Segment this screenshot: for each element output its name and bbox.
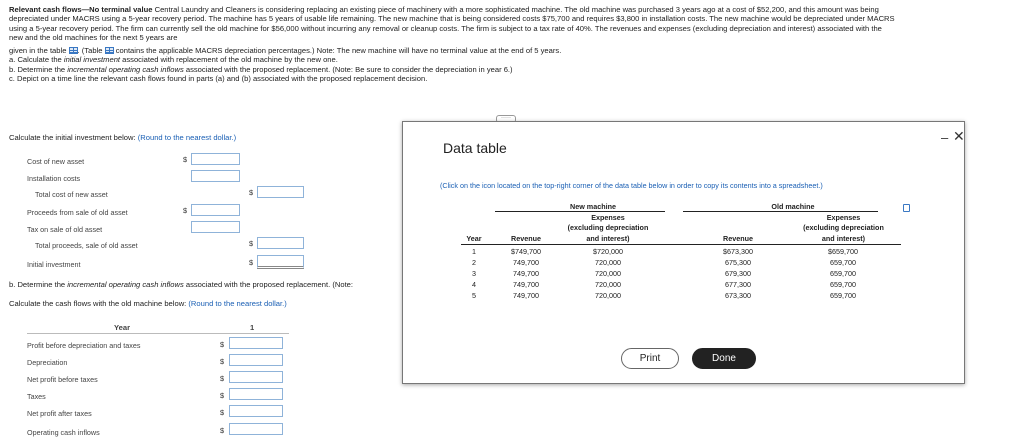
cash-flows-hint: (Round to the nearest dollar.) — [188, 299, 287, 308]
new-revenue-cell: $749,700 — [511, 247, 541, 256]
col-year: Year — [466, 234, 482, 243]
given-text-c: contains the applicable MACRS depreciation percentages.) Note: The new machine will have no terminal value at the end of 5 years. — [115, 46, 562, 56]
old-revenue-cell: $673,300 — [723, 247, 753, 256]
dollar-sign: $ — [249, 239, 254, 248]
old-expenses-cell: 659,700 — [830, 280, 856, 289]
problem-line-3: using a 5-year recovery period. The firm can currently sell the old machine for $56,000 without incurring any removal or cleanup costs. The firm is subject to a tax rate of 40%. The revenues and expenses (excluding depreciation and interest) associated with the — [9, 23, 882, 33]
label-taxes: Taxes — [27, 392, 46, 401]
new-expenses-cell: 720,000 — [595, 269, 621, 278]
new-expenses-cell: 720,000 — [595, 258, 621, 267]
year-cell: 4 — [472, 280, 476, 289]
new-expenses-cell: 720,000 — [595, 280, 621, 289]
new-revenue-cell: 749,700 — [513, 258, 539, 267]
tax-on-sale-input[interactable] — [191, 221, 240, 233]
label-npat: Net profit after taxes — [27, 409, 92, 418]
macrs-table-icon[interactable] — [105, 47, 114, 54]
problem-line-4: new and the old machines for the next 5 years are — [9, 32, 178, 42]
old-machine-header: Old machine — [771, 202, 815, 211]
depreciation-input[interactable] — [229, 354, 283, 366]
problem-title: Relevant cash flows—No terminal value — [9, 5, 153, 14]
problem-line-1: Central Laundry and Cleaners is considering replacing an existing piece of machinery with a more sophisticated machine. The old machine was purchased 3 years ago at a cost of $52,200, and this amount was being — [152, 5, 879, 14]
column-header-rule — [461, 244, 901, 245]
copy-icon[interactable] — [903, 204, 910, 212]
modal-title: Data table — [443, 140, 507, 156]
label-tax-on-sale: Tax on sale of old asset — [27, 225, 103, 234]
part-b-question — [9, 280, 401, 289]
close-icon[interactable]: ✕ — [953, 128, 965, 144]
done-button[interactable]: Done — [692, 348, 756, 369]
initial-hint: (Round to the nearest dollar.) — [137, 133, 237, 142]
col-new-expenses-2: (excluding depreciation — [567, 223, 649, 232]
label-cost-new-asset: Cost of new asset — [27, 157, 85, 166]
label-initial-investment: Initial investment — [27, 260, 81, 269]
header-divider — [27, 333, 289, 334]
data-table-modal — [402, 121, 965, 384]
print-button[interactable]: Print — [621, 348, 679, 369]
cash-flows-prompt — [9, 299, 287, 308]
pbdt-input[interactable] — [229, 337, 283, 349]
dollar-sign: $ — [183, 206, 188, 215]
old-revenue-cell: 677,300 — [725, 280, 751, 289]
col-new-expenses-1: Expenses — [591, 213, 625, 222]
part-a-italic: initial investment — [63, 55, 121, 65]
dollar-sign: $ — [220, 357, 225, 366]
year-cell: 1 — [472, 247, 476, 256]
year-1-header: 1 — [250, 323, 255, 332]
col-old-revenue: Revenue — [723, 234, 753, 243]
new-revenue-cell: 749,700 — [513, 269, 539, 278]
old-expenses-cell: $659,700 — [828, 247, 858, 256]
installation-costs-input[interactable] — [191, 170, 240, 182]
old-expenses-cell: 659,700 — [830, 258, 856, 267]
label-npbt: Net profit before taxes — [27, 375, 98, 384]
modal-instruction: (Click on the icon located on the top-right corner of the data table below in order to copy its contents into a spreadsheet.) — [440, 181, 823, 190]
col-new-expenses-3: and interest) — [586, 234, 630, 243]
old-expenses-cell: 659,700 — [830, 269, 856, 278]
cash-flows-prompt-text: Calculate the cash flows with the old machine below: — [9, 299, 189, 308]
label-proceeds-old-asset: Proceeds from sale of old asset — [27, 208, 128, 217]
year-header: Year — [114, 323, 131, 332]
dollar-sign: $ — [220, 426, 225, 435]
modal-drag-handle[interactable]: ····· — [496, 115, 516, 123]
problem-statement — [9, 5, 1015, 83]
label-total-proceeds: Total proceeds, sale of old asset — [35, 241, 138, 250]
minimize-icon[interactable]: – — [941, 130, 949, 145]
col-new-revenue: Revenue — [511, 234, 541, 243]
new-revenue-cell: 749,700 — [513, 280, 539, 289]
data-table-icon[interactable] — [69, 47, 78, 54]
new-expenses-cell: 720,000 — [595, 291, 621, 300]
dollar-sign: $ — [220, 408, 225, 417]
part-b-q-suffix: associated with the proposed replacement. (Note: — [183, 280, 354, 289]
label-pbdt: Profit before depreciation and taxes — [27, 341, 141, 350]
dollar-sign: $ — [220, 391, 225, 400]
dollar-sign: $ — [183, 155, 188, 164]
col-old-expenses-3: and interest) — [821, 234, 866, 243]
label-depreciation: Depreciation — [27, 358, 68, 367]
problem-line-2: depreciated under MACRS using a 5-year recovery period. The machine has 5 years of usable life remaining. The new machine that is being considered costs $75,700 and requires $3,800 in installation costs. The new machine would be depreciated under MACRS — [9, 14, 895, 24]
dollar-sign: $ — [249, 258, 254, 267]
dollar-sign: $ — [249, 188, 254, 197]
year-cell: 2 — [472, 258, 476, 267]
label-total-cost-new-asset: Total cost of new asset — [35, 190, 108, 199]
year-cell: 5 — [472, 291, 476, 300]
total-cost-new-asset-input[interactable] — [257, 186, 304, 198]
npbt-input[interactable] — [229, 371, 283, 383]
cost-new-asset-input[interactable] — [191, 153, 240, 165]
proceeds-old-asset-input[interactable] — [191, 204, 240, 216]
initial-prompt-text: Calculate the initial investment below: — [9, 133, 138, 142]
taxes-input[interactable] — [229, 388, 283, 400]
dollar-sign: $ — [220, 374, 225, 383]
part-b-q-prefix: b. Determine the — [9, 280, 68, 289]
dollar-sign: $ — [220, 340, 225, 349]
old-revenue-cell: 675,300 — [725, 258, 751, 267]
new-revenue-cell: 749,700 — [513, 291, 539, 300]
part-b-prefix: b. Determine the — [9, 64, 68, 74]
year-cell: 3 — [472, 269, 476, 278]
new-machine-underline — [495, 211, 665, 212]
part-b-q-italic: incremental operating cash inflows — [67, 280, 184, 289]
part-b-suffix: associated with the proposed replacement. (Note: Be sure to consider the depreciation in year 6.) — [183, 64, 513, 74]
npat-input[interactable] — [229, 405, 283, 417]
part-a-prefix: a. Calculate the — [9, 55, 64, 65]
given-text-b: . (Table — [77, 46, 103, 56]
part-b-italic: incremental operating cash inflows — [67, 64, 184, 74]
old-revenue-cell: 673,300 — [725, 291, 751, 300]
label-installation-costs: Installation costs — [27, 174, 81, 183]
part-a-suffix: associated with replacement of the old machine by the new one. — [120, 55, 338, 65]
col-old-expenses-1: Expenses — [826, 213, 861, 222]
old-revenue-cell: 679,300 — [725, 269, 751, 278]
total-proceeds-input[interactable] — [257, 237, 304, 249]
col-old-expenses-2: (excluding depreciation — [803, 223, 884, 232]
part-c-text: c. Depict on a time line the relevant cash flows found in parts (a) and (b) associated with the proposed replacement decision. — [9, 74, 428, 84]
initial-investment-prompt — [9, 133, 236, 142]
old-expenses-cell: 659,700 — [830, 291, 856, 300]
old-machine-underline — [683, 211, 878, 212]
new-machine-header: New machine — [570, 202, 616, 211]
new-expenses-cell: $720,000 — [593, 247, 623, 256]
initial-investment-input[interactable] — [257, 255, 304, 269]
given-text-a: given in the table — [9, 46, 67, 56]
label-operating-cash-inflows: Operating cash inflows — [27, 428, 100, 437]
operating-cash-inflows-input[interactable] — [229, 423, 283, 435]
